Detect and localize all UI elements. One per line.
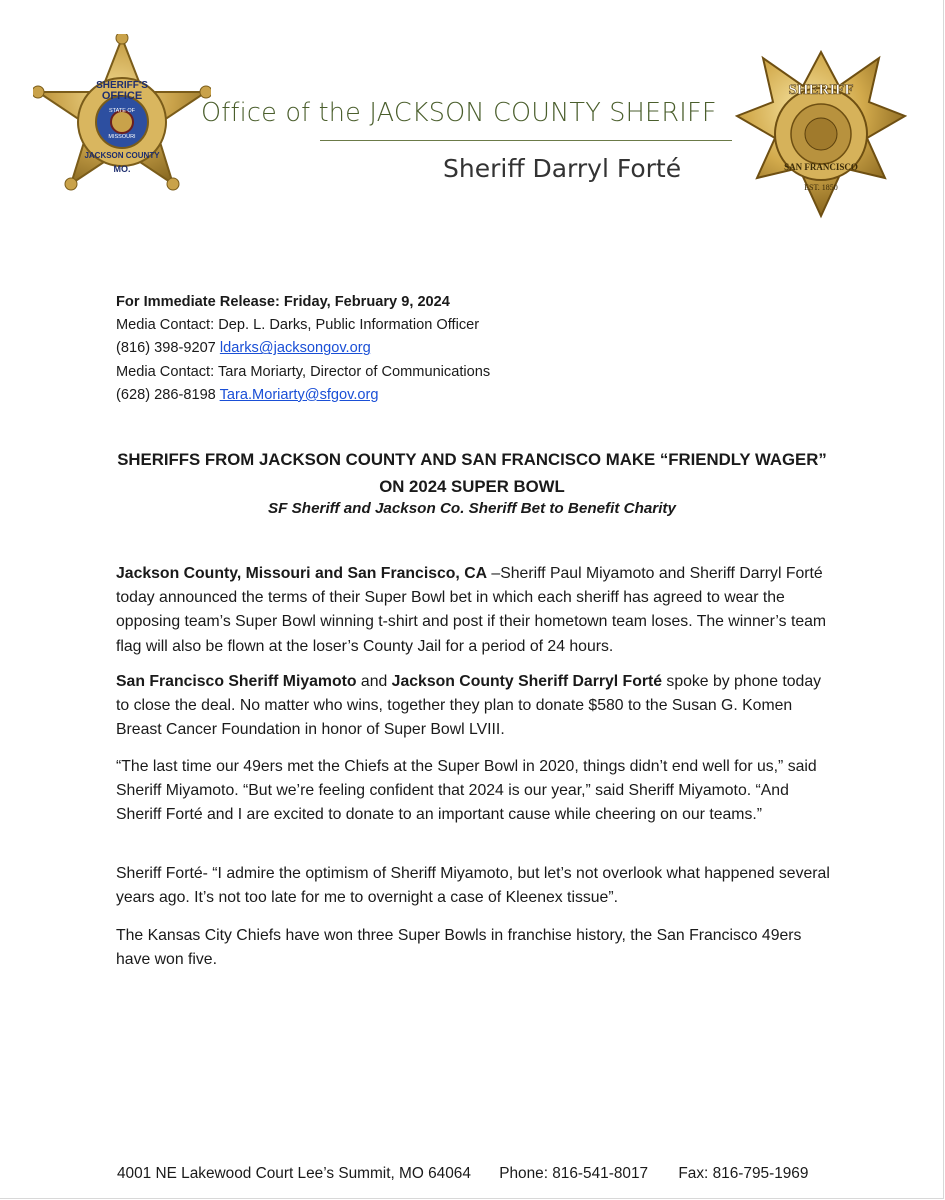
left-badge-text-2: OFFICE	[101, 90, 143, 102]
media-contact-1-email-link[interactable]: ldarks@jacksongov.org	[219, 340, 371, 357]
media-contact-2-email-link[interactable]: Tara.Moriarty@sfgov.org	[219, 386, 379, 403]
right-badge-text-3: EST. 1850	[804, 183, 838, 192]
paragraph-2-text: spoke by phone today to close the deal. No matter who wins, together they plan to donate $580 to the Susan G. Komen Breast Cancer Foundation in honor of Super Bowl LVIII.	[116, 673, 822, 739]
release-date-line: For Immediate Release: Friday, February 9, 2024	[116, 294, 450, 310]
jackson-sheriff-name: Jackson County Sheriff Darryl Forté	[391, 673, 663, 690]
header-divider	[320, 140, 732, 141]
left-badge-text-3: STATE OF	[108, 108, 136, 114]
dateline: Jackson County, Missouri and San Francisco, CA	[116, 565, 488, 582]
headline: SHERIFFS FROM JACKSON COUNTY AND SAN FRANCISCO MAKE “FRIENDLY WAGER” ON 2024 SUPER BOWL	[117, 450, 827, 496]
paragraph-2-and: and	[356, 673, 392, 690]
left-badge-text-4: MISSOURI	[108, 134, 136, 140]
sf-sheriff-name: San Francisco Sheriff Miyamoto	[116, 673, 357, 690]
media-contact-1-phone: (816) 398-9207	[116, 340, 216, 357]
release-contact-block	[116, 291, 636, 407]
body-paragraph-1	[116, 562, 832, 659]
footer-contact-line	[117, 1165, 877, 1183]
media-contact-2-details	[116, 384, 636, 407]
office-title: Office of the JACKSON COUNTY SHERIFF	[201, 98, 717, 128]
media-contact-1: Media Contact: Dep. L. Darks, Public Information Officer	[116, 317, 480, 334]
sheriff-name: Sheriff Darryl Forté	[443, 154, 682, 183]
footer-phone: Phone: 816-541-8017	[499, 1165, 649, 1182]
body-paragraph-3: “The last time our 49ers met the Chiefs at the Super Bowl in 2020, things didn’t end well for us,” said Sheriff Miyamoto. “But we’re feeling confident that 2024 is our year,” said Sheriff Miyamoto. “And Sheriff Forté and I are excited to donate to an important cause while cheering on our teams.”	[116, 758, 817, 824]
san-francisco-sheriff-star-badge-icon	[735, 50, 907, 220]
footer-fax: Fax: 816-795-1969	[678, 1165, 809, 1182]
body-paragraph-4: Sheriff Forté- “I admire the optimism of Sheriff Miyamoto, but let’s not overlook what happened several years ago. It’s not too late for me to overnight a case of Kleenex tissue”.	[116, 865, 830, 907]
media-contact-1-details	[116, 337, 636, 360]
right-badge-text-2: SAN FRANCISCO	[784, 162, 858, 172]
subheadline: SF Sheriff and Jackson Co. Sheriff Bet to Benefit Charity	[268, 500, 676, 517]
jackson-county-sheriff-star-badge-icon	[33, 34, 211, 220]
body-paragraph-2	[116, 670, 832, 743]
left-badge-text-1: SHERIFF'S	[96, 80, 148, 91]
left-badge-text-5: JACKSON COUNTY	[84, 151, 160, 160]
footer-address: 4001 NE Lakewood Court Lee’s Summit, MO 64064	[117, 1165, 471, 1182]
media-contact-2: Media Contact: Tara Moriarty, Director of Communications	[116, 363, 491, 380]
body-paragraph-5: The Kansas City Chiefs have won three Super Bowls in franchise history, the San Francisco 49ers have won five.	[116, 927, 802, 969]
media-contact-2-phone: (628) 286-8198	[116, 386, 216, 403]
left-badge-text-6: MO.	[113, 164, 131, 174]
paragraph-1-text: –Sheriff Paul Miyamoto and Sheriff Darryl Forté today announced the terms of their Super Bowl bet in which each sheriff has agreed to wear the opposing team’s Super Bowl winning t-shirt and post if their hometown team loses. The winner’s team flag will also be flown at the loser’s County Jail for a period of 24 hours.	[116, 565, 827, 655]
right-badge-text-1: SHERIFF	[788, 82, 854, 98]
